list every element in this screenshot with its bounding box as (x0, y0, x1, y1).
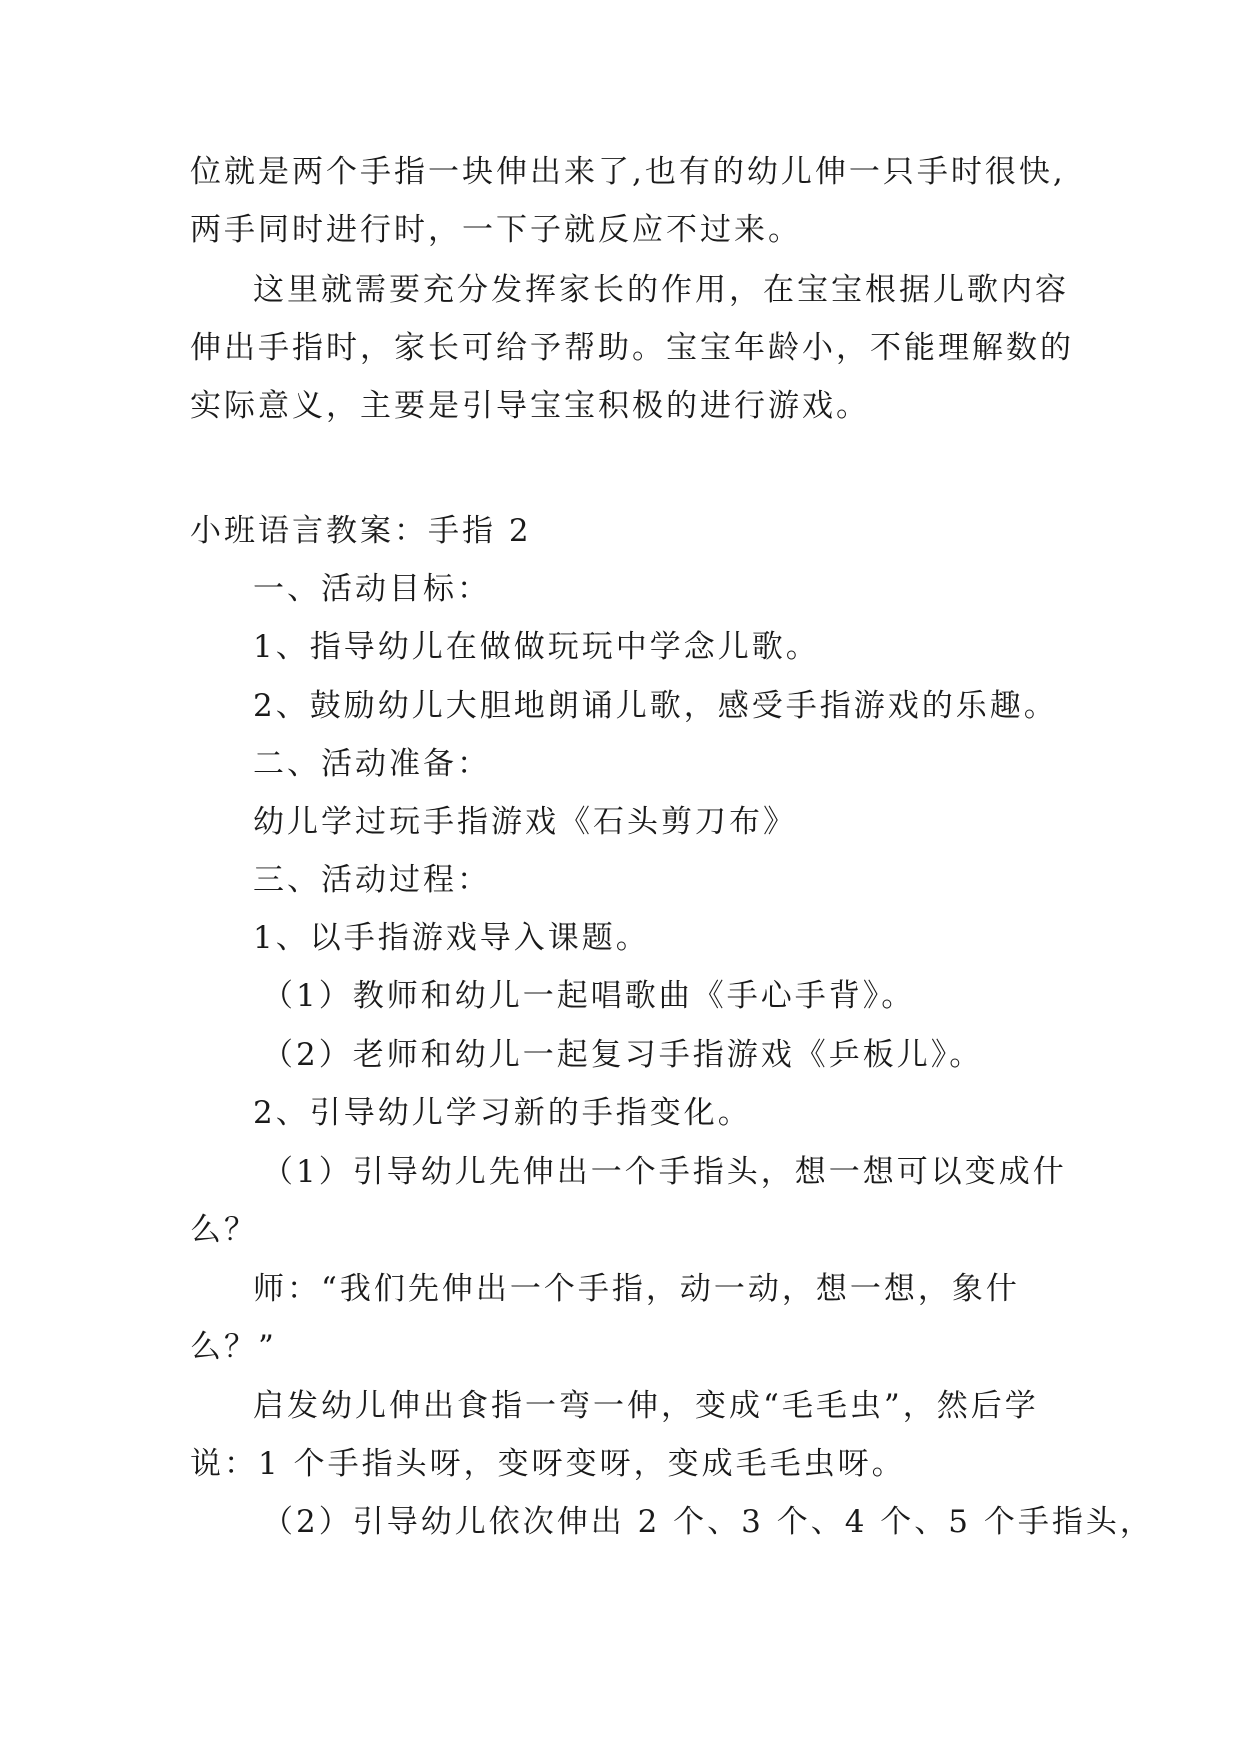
text-line: 幼儿学过玩手指游戏《石头剪刀布》 (253, 804, 797, 840)
list-item: 1、指导幼儿在做做玩玩中学念儿歌。 (253, 629, 820, 665)
list-item: （2）老师和幼儿一起复习手指游戏《乒板儿》。 (262, 1037, 984, 1073)
text-line: 么？ (190, 1212, 258, 1248)
list-item: （1）引导幼儿先伸出一个手指头，想一想可以变成什 (262, 1154, 1067, 1190)
text-line: 实际意义，主要是引导宝宝积极的进行游戏。 (190, 388, 870, 424)
heading: 三、活动过程： (253, 862, 491, 898)
text-line: 启发幼儿伸出食指一弯一伸，变成“毛毛虫”，然后学 (253, 1388, 1039, 1424)
text-line: 师：“我们先伸出一个手指，动一动，想一想，象什 (253, 1271, 1020, 1307)
text-line: 么？” (190, 1329, 277, 1365)
list-item: （2）引导幼儿依次伸出 2 个、3 个、4 个、5 个手指头， (262, 1504, 1154, 1540)
list-item: （1）教师和幼儿一起唱歌曲《手心手背》。 (262, 978, 916, 1014)
heading: 二、活动准备： (253, 746, 491, 782)
text-line: 说：1 个手指头呀，变呀变呀，变成毛毛虫呀。 (190, 1446, 906, 1482)
list-item: 2、鼓励幼儿大胆地朗诵儿歌，感受手指游戏的乐趣。 (253, 688, 1058, 724)
section-title: 小班语言教案：手指 2 (190, 513, 532, 549)
text-line: 两手同时进行时，一下子就反应不过来。 (190, 212, 802, 248)
text-line: 伸出手指时，家长可给予帮助。宝宝年龄小，不能理解数的 (190, 330, 1074, 366)
text-line: 这里就需要充分发挥家长的作用，在宝宝根据儿歌内容 (253, 272, 1069, 308)
text-line: 位就是两个手指一块伸出来了,也有的幼儿伸一只手时很快, (190, 154, 1066, 190)
list-item: 2、引导幼儿学习新的手指变化。 (253, 1095, 752, 1131)
list-item: 1、以手指游戏导入课题。 (253, 920, 650, 956)
heading: 一、活动目标： (253, 571, 491, 607)
